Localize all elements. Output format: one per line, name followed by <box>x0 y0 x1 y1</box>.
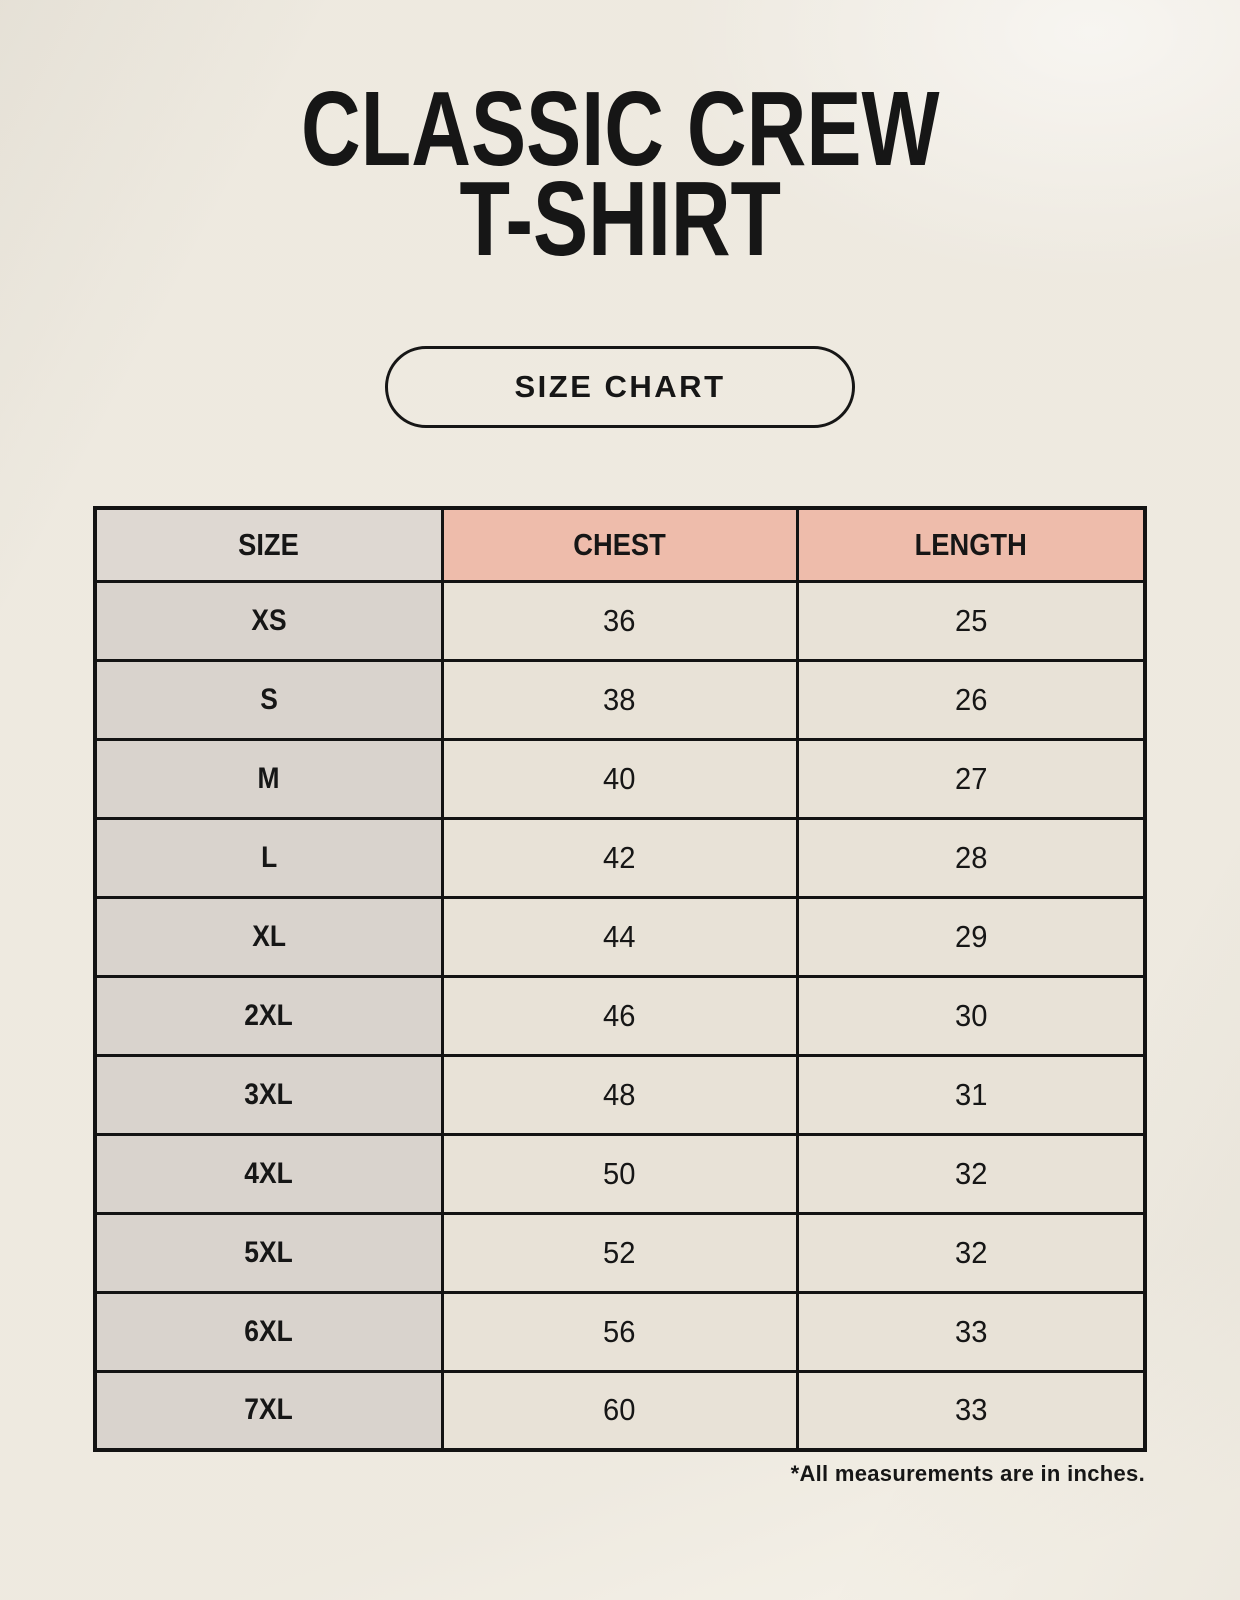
row-length-value <box>797 976 1145 1055</box>
row-length-value-text: 29 <box>954 918 987 954</box>
row-chest-value-text: 40 <box>603 760 636 796</box>
page-title-line2: T-SHIRT <box>459 160 781 279</box>
table-row <box>95 818 1145 897</box>
row-length-value <box>797 1055 1145 1134</box>
row-chest-value <box>442 1292 797 1371</box>
row-chest-value-text: 44 <box>603 918 636 954</box>
row-chest-value <box>442 897 797 976</box>
row-length-value-text: 33 <box>954 1313 987 1349</box>
row-size-label-text: XL <box>251 919 286 953</box>
row-size-label-text: L <box>260 840 277 874</box>
column-header-length <box>797 508 1145 581</box>
table-row <box>95 1213 1145 1292</box>
table-row <box>95 1134 1145 1213</box>
row-size-label <box>95 660 442 739</box>
row-size-label-text: XS <box>251 603 287 637</box>
row-length-value <box>797 897 1145 976</box>
row-length-value-text: 33 <box>954 1392 987 1428</box>
page-title <box>300 70 940 279</box>
row-chest-value-text: 60 <box>603 1392 636 1428</box>
table-row <box>95 581 1145 660</box>
table-row <box>95 739 1145 818</box>
row-length-value-text: 31 <box>954 1076 987 1112</box>
row-length-value-text: 27 <box>954 760 987 796</box>
table-row <box>95 1292 1145 1371</box>
row-size-label-text: M <box>257 761 280 795</box>
table-row <box>95 897 1145 976</box>
row-size-label <box>95 818 442 897</box>
row-chest-value <box>442 660 797 739</box>
measurement-note: *All measurements are in inches. <box>790 1461 1145 1487</box>
row-chest-value <box>442 1055 797 1134</box>
row-size-label <box>95 1371 442 1450</box>
row-chest-value <box>442 976 797 1055</box>
row-length-value <box>797 1292 1145 1371</box>
row-length-value-text: 32 <box>954 1234 987 1270</box>
row-size-label-text: 4XL <box>244 1156 293 1190</box>
row-length-value-text: 32 <box>954 1155 987 1191</box>
row-length-value <box>797 818 1145 897</box>
row-length-value <box>797 1371 1145 1450</box>
row-size-label <box>95 1055 442 1134</box>
row-chest-value <box>442 818 797 897</box>
row-chest-value-text: 36 <box>603 602 636 638</box>
page-title-line1: CLASSIC CREW <box>300 70 940 188</box>
row-length-value-text: 26 <box>954 681 987 717</box>
table-row <box>95 976 1145 1055</box>
row-size-label-text: 3XL <box>244 1077 293 1111</box>
row-chest-value <box>442 1213 797 1292</box>
row-size-label-text: 7XL <box>244 1393 293 1427</box>
column-header-chest <box>442 508 797 581</box>
row-chest-value <box>442 1371 797 1450</box>
row-size-label <box>95 897 442 976</box>
row-size-label <box>95 739 442 818</box>
row-chest-value-text: 56 <box>603 1313 636 1349</box>
column-header-chest-label: CHEST <box>573 526 666 562</box>
row-size-label-text: S <box>259 682 278 716</box>
row-length-value <box>797 1134 1145 1213</box>
row-chest-value-text: 42 <box>603 839 636 875</box>
row-size-label <box>95 581 442 660</box>
row-size-label-text: 2XL <box>244 998 293 1032</box>
row-length-value-text: 25 <box>954 602 987 638</box>
row-length-value <box>797 581 1145 660</box>
row-chest-value-text: 50 <box>603 1155 636 1191</box>
row-chest-value-text: 46 <box>603 997 636 1033</box>
column-header-size-label: SIZE <box>238 526 300 562</box>
row-length-value <box>797 660 1145 739</box>
row-chest-value <box>442 581 797 660</box>
row-size-label-text: 6XL <box>244 1314 293 1348</box>
column-header-size <box>95 508 442 581</box>
table-header-row <box>95 508 1145 581</box>
size-chart-button[interactable] <box>385 346 855 428</box>
row-size-label-text: 5XL <box>244 1235 293 1269</box>
row-length-value-text: 28 <box>954 839 987 875</box>
row-length-value <box>797 739 1145 818</box>
row-chest-value <box>442 1134 797 1213</box>
table-row <box>95 1055 1145 1134</box>
table-row <box>95 1371 1145 1450</box>
row-chest-value <box>442 739 797 818</box>
row-size-label <box>95 1292 442 1371</box>
row-length-value <box>797 1213 1145 1292</box>
row-length-value-text: 30 <box>954 997 987 1033</box>
row-chest-value-text: 52 <box>603 1234 636 1270</box>
row-size-label <box>95 1134 442 1213</box>
row-size-label <box>95 1213 442 1292</box>
table-row <box>95 660 1145 739</box>
row-size-label <box>95 976 442 1055</box>
size-chart-table <box>93 506 1147 1452</box>
row-chest-value-text: 48 <box>603 1076 636 1112</box>
row-chest-value-text: 38 <box>603 681 636 717</box>
size-chart-button-label: SIZE CHART <box>514 369 726 405</box>
column-header-length-label: LENGTH <box>914 526 1027 562</box>
